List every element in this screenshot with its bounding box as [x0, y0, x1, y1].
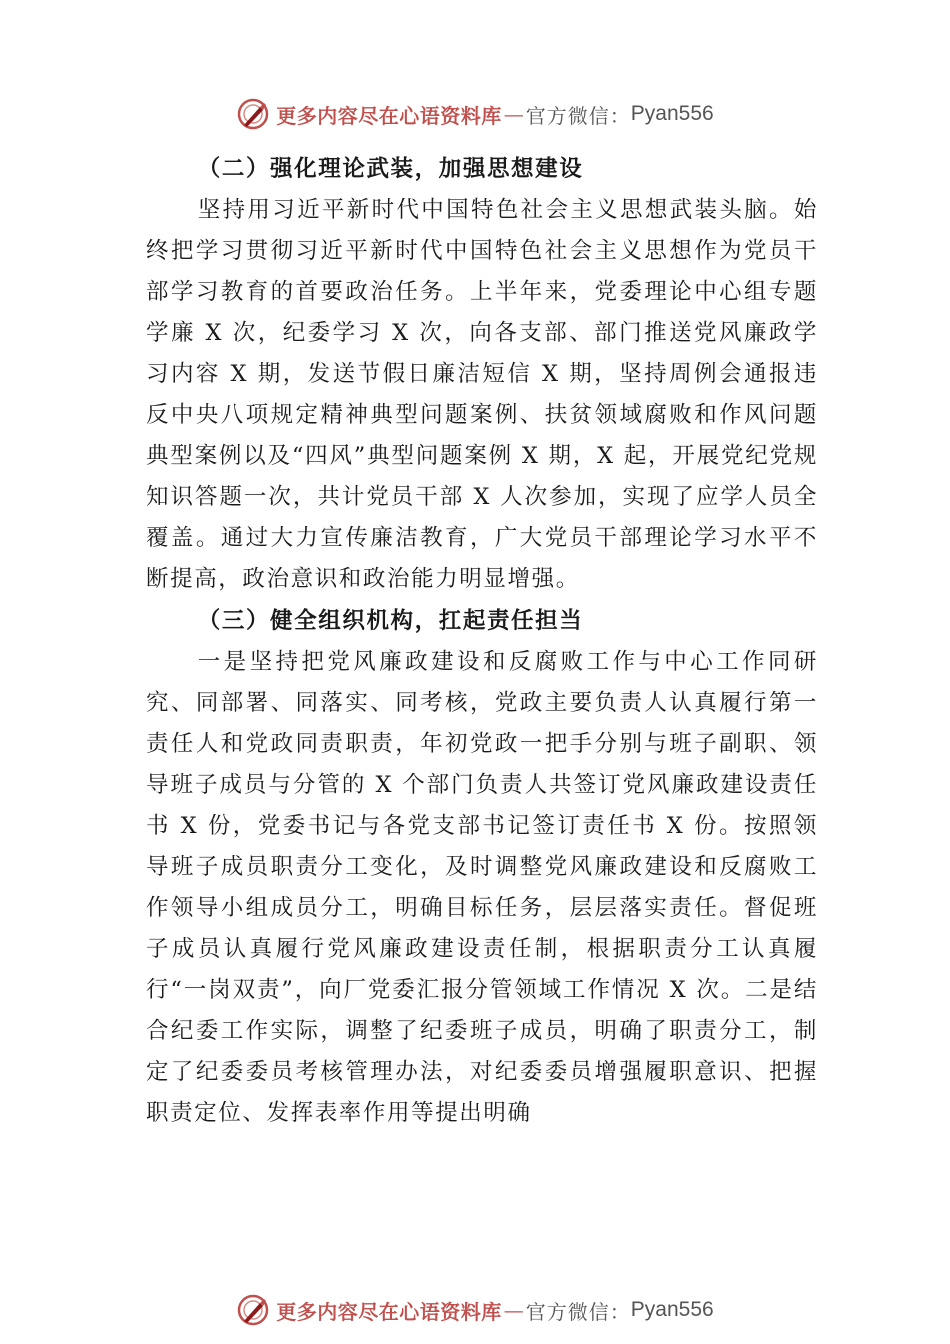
wechat-label: 官方微信： — [525, 103, 631, 128]
pen-nib-seal-icon — [236, 97, 270, 131]
section-2-heading: （二）强化理论武装，加强思想建设 — [197, 156, 584, 182]
brand-text: 更多内容尽在心语资料库 — [276, 1299, 502, 1324]
wechat-id: Pyan556 — [630, 1298, 714, 1321]
brand-text: 更多内容尽在心语资料库 — [276, 103, 502, 128]
section-2-paragraph: 坚持用习近平新时代中国特色社会主义思想武装头脑。始终把学习贯彻习近平新时代中国特色社会主义思想作为党员干部学习教育的首要政治任务。上半年来，党委理论中心组专题学廉 X 次，纪委学习 X 次，向各支部、部门推送党风廉政学习内容 X 期，发送节假日廉洁短信 X 期，坚持周例会通报违反中央八项规定精神典型问题案例、扶贫领域腐败和作风问题典型案例以及“四风”典型问题案例 X 期，X 起，开展党纪党规知识答题一次，共计党员干部 X 人次参加，实现了应学人员全覆盖。通过大力宣传廉洁教育，广大党员干部理论学习水平不断提高，政治意识和政治能力明显增强。 — [146, 197, 818, 592]
wechat-label: 官方微信： — [525, 1299, 631, 1324]
header-watermark-banner — [0, 94, 950, 134]
section-3-heading: （三）健全组织机构，扛起责任担当 — [197, 608, 584, 634]
document-body — [146, 148, 818, 1134]
wechat-id: Pyan556 — [630, 102, 714, 125]
banner-dash: — — [503, 102, 524, 126]
section-3-paragraph: 一是坚持把党风廉政建设和反腐败工作与中心工作同研究、同部署、同落实、同考核，党政主要负责人认真履行第一责任人和党政同责职责，年初党政一把手分别与班子副职、领导班子成员与分管的 X 个部门负责人共签订党风廉政建设责任书 X 份，党委书记与各党支部书记签订责任书 X 份。按照领导班子成员职责分工变化，及时调整党风廉政建设和反腐败工作领导小组成员分工，明确目标任务，层层落实责任。督促班子成员认真履行党风廉政建设责任制，根据职责分工认真履行“一岗双责”，向厂党委汇报分管领域工作情况 X 次。二是结合纪委工作实际，调整了纪委班子成员，明确了职责分工，制定了纪委委员考核管理办法，对纪委委员增强履职意识、把握职责定位、发挥表率作用等提出明确 — [146, 649, 818, 1126]
pen-nib-seal-icon — [236, 1293, 270, 1327]
footer-watermark-banner — [0, 1290, 950, 1330]
banner-dash: — — [503, 1298, 524, 1322]
